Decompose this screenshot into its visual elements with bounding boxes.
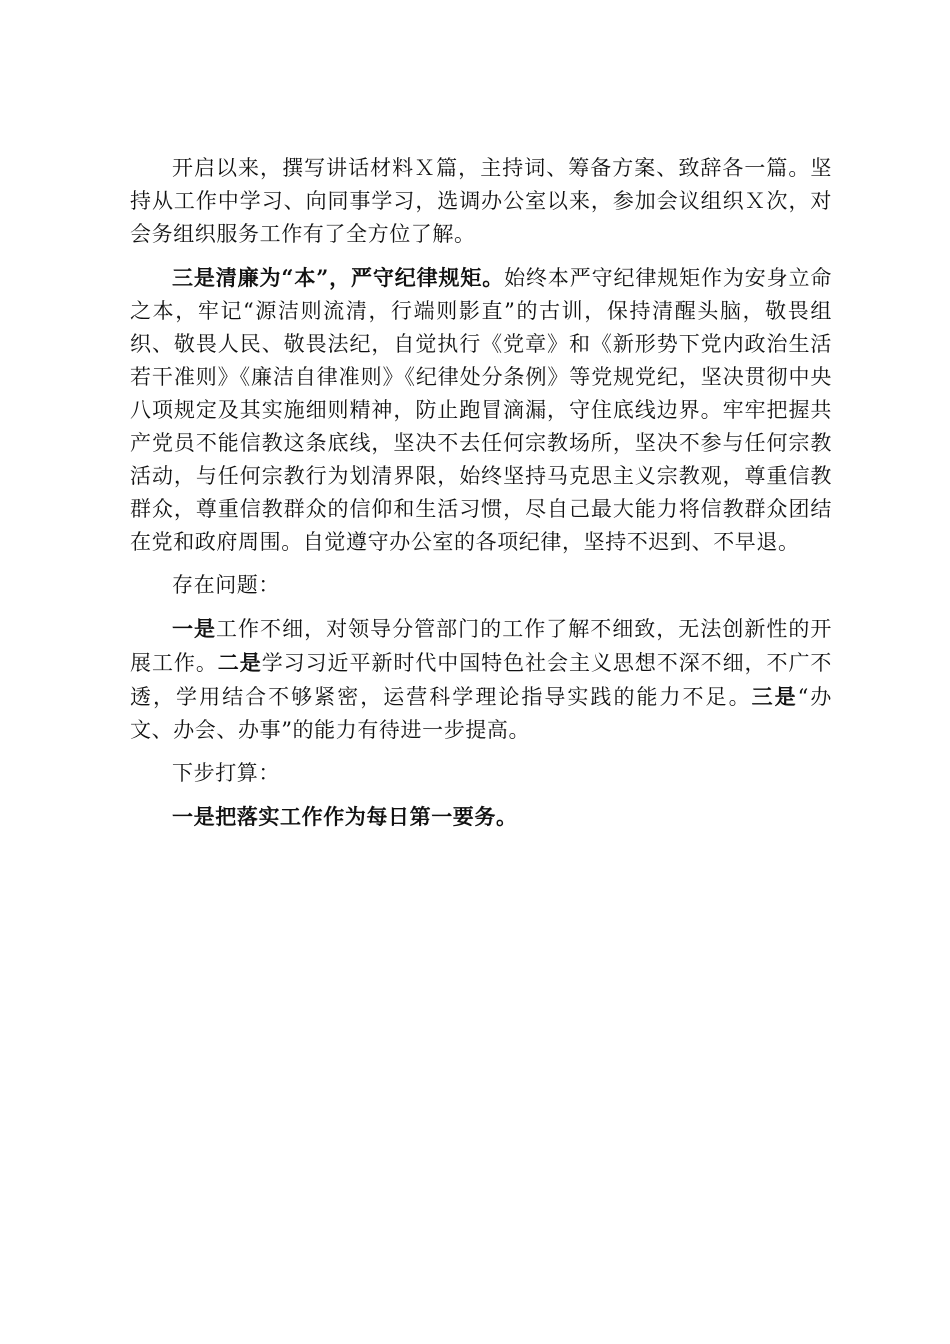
section-label: 存在问题： [172,573,280,597]
paragraph-text: 开启以来，撰写讲话材料Ｘ篇，主持词、筹备方案、致辞各一篇。坚持从工作中学习、向同事学习，选调办公室以来，参加会议组织Ｘ次，对会务组织服务工作有了全方位了解。 [130,156,832,246]
problem-text-1: 工作不细，对领导分管部门的工作了解不细致，无法创新性的开展工作。 [130,617,832,675]
problem-marker-2: 二是 [217,650,262,675]
paragraph-heading: 三是清廉为“本”，严守纪律规矩。 [172,265,505,290]
paragraph-problems-label [130,569,832,602]
paragraph-text: 始终本严守纪律规矩作为安身立命之本，牢记“源洁则流清，行端则影直”的古训，保持清醒头脑，敬畏组织、敬畏人民、敬畏法纪，自觉执行《党章》和《新形势下党内政治生活若干准则》《廉洁自律准则》《纪律处分条例》等党规党纪，坚决贯彻中央八项规定及其实施细则精神，防止跑冒滴漏，守住底线边界。牢牢把握共产党员不能信教这条底线，坚决不去任何宗教场所，坚决不参与任何宗教活动，与任何宗教行为划清界限，始终坚持马克思主义宗教观，尊重信教群众，尊重信教群众的信仰和生活习惯，尽自己最大能力将信教群众团结在党和政府周围。自觉遵守办公室的各项纪律，坚持不迟到、不早退。 [130,266,832,554]
document-body [130,152,832,844]
section-label: 下步打算： [172,761,280,785]
problem-text-2: 学习习近平新时代中国特色社会主义思想不深不细，不广不透，学用结合不够紧密，运营科学理论指导实践的能力不足。 [130,651,832,709]
problem-marker-1: 一是 [172,616,217,641]
paragraph-work-summary [130,152,832,251]
paragraph-problems [130,612,832,747]
paragraph-discipline [130,261,832,559]
problem-text-3: “办文、办会、办事”的能力有待进一步提高。 [130,685,832,742]
paragraph-next-step-1 [130,800,832,834]
paragraph-heading: 一是把落实工作作为每日第一要务。 [172,804,518,829]
problem-marker-3: 三是 [751,684,798,709]
paragraph-next-steps-label [130,757,832,790]
